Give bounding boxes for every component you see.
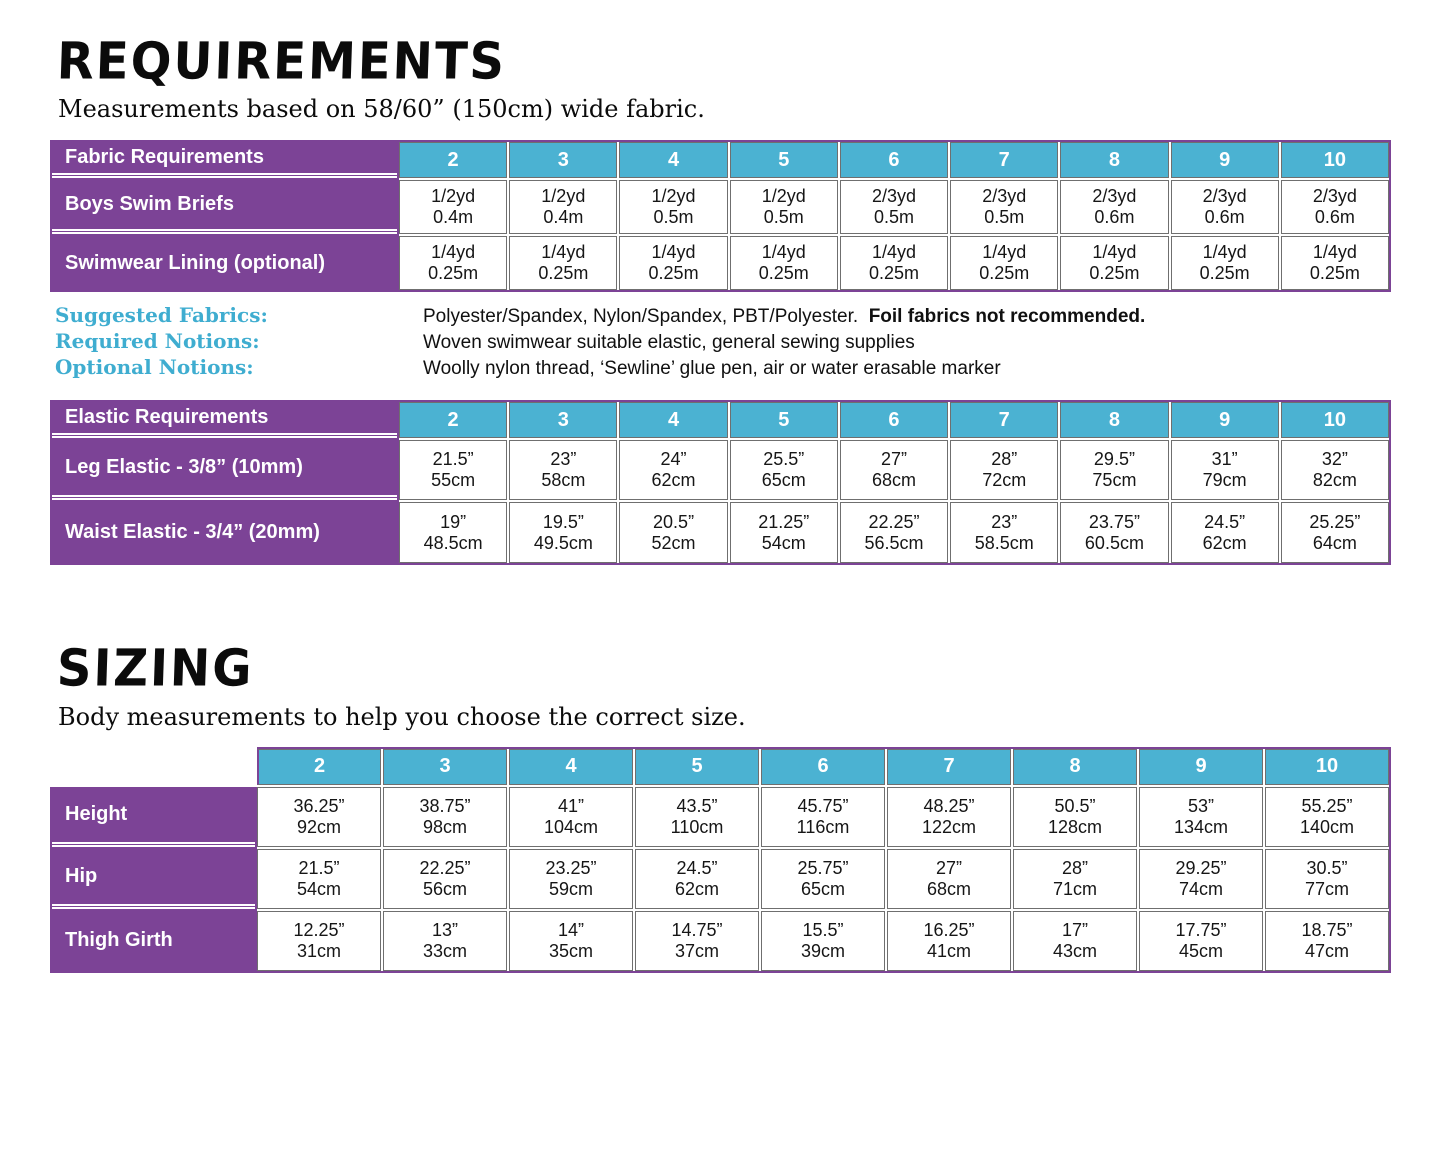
value-imperial: 29.5”	[1093, 449, 1135, 470]
value-imperial: 15.5”	[802, 919, 844, 940]
value-imperial: 1/2yd	[541, 186, 586, 207]
note-required-notions	[55, 329, 1391, 355]
notions-notes	[55, 303, 1391, 381]
value-metric: 92cm	[296, 816, 341, 837]
note-label: Suggested Fabrics:	[55, 303, 268, 328]
value-cell	[887, 787, 1011, 847]
value-cell	[950, 180, 1058, 234]
value-cell	[509, 180, 617, 234]
value-imperial: 27”	[935, 857, 962, 878]
value-imperial: 48.25”	[923, 795, 975, 816]
size-header-cell: 8	[1060, 142, 1168, 178]
row-label-cell: Thigh Girth	[52, 911, 255, 971]
value-imperial: 16.25”	[923, 919, 975, 940]
value-cell	[1265, 849, 1389, 909]
note-text: Woolly nylon thread, ‘Sewline’ glue pen, air or water erasable marker	[423, 358, 1001, 380]
value-metric: 82cm	[1312, 470, 1357, 491]
value-imperial: 53”	[1187, 795, 1214, 816]
value-imperial: 1/2yd	[651, 186, 696, 207]
note-label: Required Notions:	[55, 329, 260, 354]
value-cell	[383, 911, 507, 971]
value-metric: 37cm	[674, 940, 719, 961]
value-metric: 49.5cm	[533, 532, 593, 553]
value-imperial: 28”	[991, 449, 1018, 470]
value-metric: 68cm	[926, 878, 971, 899]
value-metric: 0.6m	[1314, 207, 1355, 228]
value-cell	[619, 502, 727, 563]
value-imperial: 29.25”	[1175, 857, 1227, 878]
size-header-cell: 5	[730, 402, 838, 438]
value-cell	[730, 236, 838, 290]
size-header-cell: 8	[1060, 402, 1168, 438]
value-imperial: 31”	[1211, 449, 1238, 470]
value-imperial: 19.5”	[542, 511, 584, 532]
value-cell	[840, 180, 948, 234]
sizing-title: SIZING	[55, 639, 255, 699]
value-imperial: 32”	[1321, 449, 1348, 470]
value-metric: 0.5m	[763, 207, 804, 228]
value-imperial: 23”	[550, 449, 577, 470]
size-header-cell: 4	[509, 749, 633, 785]
value-cell	[509, 849, 633, 909]
size-header-cell: 9	[1171, 142, 1279, 178]
note-text: Woven swimwear suitable elastic, general sewing supplies	[423, 332, 915, 354]
value-cell	[399, 440, 507, 500]
value-cell	[1139, 787, 1263, 847]
value-cell	[1281, 180, 1389, 234]
value-imperial: 1/4yd	[761, 242, 806, 263]
value-cell	[1060, 180, 1168, 234]
value-cell	[257, 787, 381, 847]
value-cell	[257, 849, 381, 909]
value-metric: 104cm	[543, 816, 599, 837]
sizing-table	[50, 747, 1391, 973]
value-cell	[1265, 911, 1389, 971]
value-imperial: 25.5”	[763, 449, 805, 470]
value-cell	[1139, 911, 1263, 971]
size-header-cell: 3	[509, 142, 617, 178]
value-cell	[887, 911, 1011, 971]
value-metric: 55cm	[431, 470, 476, 491]
value-imperial: 17.75”	[1175, 919, 1227, 940]
value-metric: 0.6m	[1094, 207, 1135, 228]
value-cell	[761, 787, 885, 847]
value-imperial: 21.5”	[298, 857, 340, 878]
value-metric: 59cm	[548, 878, 593, 899]
value-metric: 31cm	[296, 940, 341, 961]
value-cell	[1171, 236, 1279, 290]
value-metric: 65cm	[761, 470, 806, 491]
value-cell	[509, 911, 633, 971]
value-cell	[1281, 502, 1389, 563]
value-imperial: 22.25”	[868, 511, 920, 532]
value-metric: 128cm	[1047, 816, 1103, 837]
value-metric: 52cm	[651, 532, 696, 553]
row-label-cell: Waist Elastic - 3/4” (20mm)	[52, 502, 397, 563]
value-cell	[1171, 180, 1279, 234]
note-optional-notions	[55, 355, 1391, 381]
value-imperial: 36.25”	[293, 795, 345, 816]
value-cell	[1013, 849, 1137, 909]
value-imperial: 25.25”	[1309, 511, 1361, 532]
value-cell	[730, 502, 838, 563]
value-imperial: 13”	[431, 919, 458, 940]
size-header-cell: 7	[950, 402, 1058, 438]
size-header-cell: 9	[1171, 402, 1279, 438]
value-metric: 0.5m	[984, 207, 1025, 228]
size-header-cell: 7	[950, 142, 1058, 178]
value-imperial: 24.5”	[676, 857, 718, 878]
elastic-requirements-table	[50, 400, 1391, 565]
value-metric: 0.4m	[543, 207, 584, 228]
row-label-cell: Height	[52, 787, 255, 847]
row-label-cell: Swimwear Lining (optional)	[52, 236, 397, 290]
size-header-cell: 3	[509, 402, 617, 438]
note-text: Polyester/Spandex, Nylon/Spandex, PBT/Polyester. Foil fabrics not recommended.	[423, 306, 1146, 328]
value-imperial: 2/3yd	[871, 186, 917, 207]
value-imperial: 25.75”	[797, 857, 849, 878]
size-header-cell: 4	[619, 402, 727, 438]
value-metric: 74cm	[1178, 878, 1223, 899]
value-imperial: 55.25”	[1301, 795, 1353, 816]
value-imperial: 41”	[557, 795, 584, 816]
value-metric: 39cm	[800, 940, 845, 961]
value-metric: 0.25m	[648, 263, 699, 284]
value-imperial: 38.75”	[419, 795, 471, 816]
row-label-cell: Hip	[52, 849, 255, 909]
value-cell	[840, 236, 948, 290]
value-imperial: 1/4yd	[651, 242, 696, 263]
value-metric: 0.25m	[868, 263, 919, 284]
value-metric: 0.5m	[653, 207, 694, 228]
value-metric: 0.25m	[1199, 263, 1250, 284]
value-imperial: 2/3yd	[1312, 186, 1357, 207]
value-metric: 54cm	[296, 878, 341, 899]
value-imperial: 12.25”	[293, 919, 345, 940]
value-metric: 58.5cm	[974, 532, 1034, 553]
value-metric: 60.5cm	[1084, 532, 1144, 553]
value-metric: 72cm	[982, 470, 1027, 491]
value-imperial: 1/4yd	[1092, 242, 1137, 263]
value-cell	[950, 236, 1058, 290]
value-cell	[887, 849, 1011, 909]
value-cell	[1060, 440, 1168, 500]
value-imperial: 1/4yd	[871, 242, 917, 263]
size-header-cell: 3	[383, 749, 507, 785]
value-metric: 58cm	[541, 470, 586, 491]
value-cell	[619, 180, 727, 234]
value-metric: 56cm	[422, 878, 467, 899]
value-metric: 140cm	[1299, 816, 1355, 837]
value-cell	[509, 787, 633, 847]
value-metric: 0.6m	[1204, 207, 1245, 228]
value-cell	[1013, 911, 1137, 971]
size-header-cell: 10	[1281, 402, 1389, 438]
sizing-table-blank-corner	[50, 747, 257, 787]
value-cell	[950, 502, 1058, 563]
size-header-cell: 6	[840, 142, 948, 178]
value-imperial: 18.75”	[1301, 919, 1353, 940]
value-metric: 48.5cm	[423, 532, 483, 553]
value-imperial: 14.75”	[671, 919, 723, 940]
note-suggested-fabrics	[55, 303, 1391, 329]
value-metric: 98cm	[422, 816, 467, 837]
value-metric: 62cm	[1202, 532, 1247, 553]
value-metric: 45cm	[1178, 940, 1223, 961]
value-metric: 122cm	[921, 816, 977, 837]
value-metric: 35cm	[548, 940, 593, 961]
value-cell	[1060, 502, 1168, 563]
value-imperial: 21.25”	[758, 511, 810, 532]
fabric-requirements-table	[50, 140, 1391, 292]
value-imperial: 27”	[880, 449, 907, 470]
value-metric: 43cm	[1052, 940, 1097, 961]
value-metric: 71cm	[1052, 878, 1097, 899]
value-metric: 62cm	[674, 878, 719, 899]
value-cell	[399, 502, 507, 563]
size-header-cell: 10	[1265, 749, 1389, 785]
value-metric: 62cm	[651, 470, 696, 491]
table-header-label: Fabric Requirements	[52, 142, 397, 178]
requirements-title: REQUIREMENTS	[55, 31, 508, 92]
value-cell	[1139, 849, 1263, 909]
requirements-subtitle: Measurements based on 58/60” (150cm) wide fabric.	[58, 95, 705, 124]
value-cell	[619, 440, 727, 500]
value-imperial: 23.75”	[1088, 511, 1140, 532]
value-cell	[619, 236, 727, 290]
value-imperial: 19”	[440, 511, 467, 532]
value-cell	[1281, 440, 1389, 500]
value-cell	[1265, 787, 1389, 847]
value-cell	[761, 911, 885, 971]
value-metric: 110cm	[670, 816, 724, 837]
value-metric: 65cm	[800, 878, 845, 899]
value-imperial: 1/2yd	[761, 186, 806, 207]
value-cell	[257, 911, 381, 971]
size-header-cell: 9	[1139, 749, 1263, 785]
value-imperial: 50.5”	[1054, 795, 1096, 816]
value-metric: 0.25m	[979, 263, 1030, 284]
value-cell	[950, 440, 1058, 500]
sizing-subtitle: Body measurements to help you choose the correct size.	[58, 702, 746, 731]
value-cell	[635, 849, 759, 909]
value-imperial: 1/4yd	[982, 242, 1027, 263]
table-header-label: Elastic Requirements	[52, 402, 397, 438]
size-header-cell: 6	[761, 749, 885, 785]
size-header-cell: 5	[635, 749, 759, 785]
value-imperial: 20.5”	[653, 511, 695, 532]
value-imperial: 2/3yd	[982, 186, 1027, 207]
value-imperial: 1/4yd	[431, 242, 476, 263]
value-metric: 64cm	[1312, 532, 1357, 553]
value-imperial: 1/2yd	[431, 186, 476, 207]
value-metric: 134cm	[1173, 816, 1229, 837]
value-cell	[1171, 440, 1279, 500]
value-imperial: 2/3yd	[1202, 186, 1247, 207]
value-metric: 79cm	[1202, 470, 1247, 491]
size-header-cell: 2	[399, 142, 507, 178]
value-imperial: 1/4yd	[541, 242, 586, 263]
value-cell	[509, 236, 617, 290]
value-imperial: 45.75”	[797, 795, 849, 816]
value-cell	[383, 849, 507, 909]
value-imperial: 17”	[1061, 919, 1088, 940]
row-label-cell: Leg Elastic - 3/8” (10mm)	[52, 440, 397, 500]
value-metric: 116cm	[796, 816, 850, 837]
value-imperial: 22.25”	[419, 857, 471, 878]
value-cell	[399, 180, 507, 234]
value-imperial: 30.5”	[1306, 857, 1348, 878]
value-cell	[1281, 236, 1389, 290]
value-metric: 0.25m	[428, 263, 479, 284]
size-header-cell: 6	[840, 402, 948, 438]
value-cell	[635, 911, 759, 971]
value-metric: 0.4m	[433, 207, 474, 228]
value-cell	[840, 502, 948, 563]
value-metric: 56.5cm	[864, 532, 924, 553]
value-metric: 68cm	[871, 470, 916, 491]
size-header-cell: 5	[730, 142, 838, 178]
value-imperial: 24”	[660, 449, 687, 470]
size-header-cell: 2	[257, 749, 381, 785]
value-cell	[761, 849, 885, 909]
value-cell	[509, 502, 617, 563]
value-cell	[509, 440, 617, 500]
value-metric: 0.5m	[873, 207, 914, 228]
value-cell	[635, 787, 759, 847]
value-imperial: 28”	[1061, 857, 1088, 878]
value-cell	[730, 180, 838, 234]
size-header-cell: 7	[887, 749, 1011, 785]
value-cell	[840, 440, 948, 500]
value-metric: 0.25m	[758, 263, 809, 284]
note-bold-text: Foil fabrics not recommended.	[868, 306, 1146, 328]
value-metric: 0.25m	[1309, 263, 1360, 284]
value-imperial: 24.5”	[1204, 511, 1246, 532]
value-imperial: 23.25”	[545, 857, 597, 878]
value-metric: 47cm	[1304, 940, 1349, 961]
value-imperial: 1/4yd	[1202, 242, 1247, 263]
value-cell	[1013, 787, 1137, 847]
value-metric: 77cm	[1304, 878, 1349, 899]
value-metric: 54cm	[761, 532, 806, 553]
value-cell	[730, 440, 838, 500]
value-metric: 75cm	[1092, 470, 1137, 491]
value-cell	[383, 787, 507, 847]
row-label-cell: Boys Swim Briefs	[52, 180, 397, 234]
value-metric: 41cm	[926, 940, 971, 961]
size-header-cell: 2	[399, 402, 507, 438]
note-label: Optional Notions:	[55, 355, 254, 380]
value-cell	[1060, 236, 1168, 290]
value-cell	[1171, 502, 1279, 563]
size-header-cell: 4	[619, 142, 727, 178]
size-header-cell: 8	[1013, 749, 1137, 785]
value-imperial: 14”	[557, 919, 584, 940]
value-imperial: 21.5”	[432, 449, 474, 470]
value-cell	[399, 236, 507, 290]
value-imperial: 43.5”	[676, 795, 718, 816]
value-imperial: 1/4yd	[1312, 242, 1357, 263]
value-imperial: 2/3yd	[1092, 186, 1137, 207]
value-metric: 0.25m	[1089, 263, 1140, 284]
value-metric: 0.25m	[538, 263, 589, 284]
value-metric: 33cm	[422, 940, 467, 961]
value-imperial: 23”	[991, 511, 1018, 532]
size-header-cell: 10	[1281, 142, 1389, 178]
